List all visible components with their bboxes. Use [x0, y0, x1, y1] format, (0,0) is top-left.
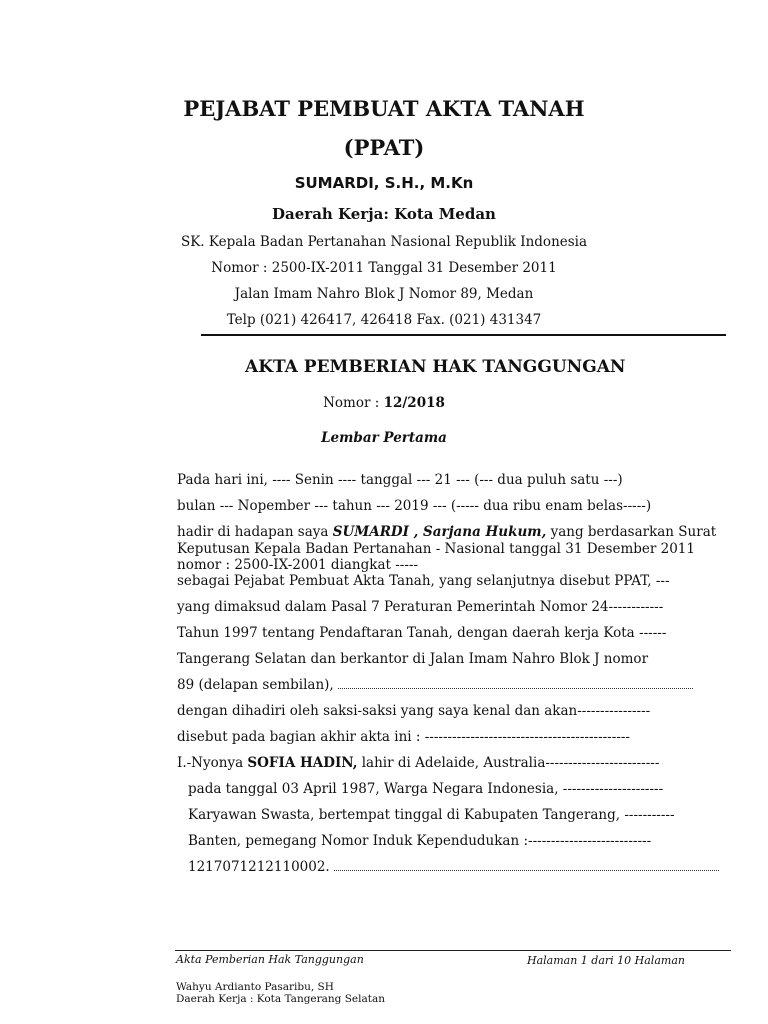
party-birth: lahir di Adelaide, Australia------------------------- [357, 755, 660, 771]
party-line-4: Banten, pemegang Nomor Induk Kependudukan :--------------------------- [188, 833, 652, 849]
body-line-3 [177, 524, 716, 540]
footer-doc-name: Akta Pemberian Hak Tanggungan [176, 953, 364, 966]
work-region: Daerah Kerja: Kota Medan [272, 205, 496, 223]
footer-signer-region: Daerah Kerja : Kota Tangerang Selatan [176, 993, 386, 1005]
party-name: SOFIA HADIN, [247, 755, 358, 771]
body-line-11: dengan dihadiri oleh saksi-saksi yang saya kenal dan akan---------------- [177, 703, 651, 719]
office-abbreviation: (PPAT) [343, 135, 425, 160]
body-line-10 [177, 677, 693, 693]
body-line-12: disebut pada bagian akhir akta ini : --------------------------------------------- [177, 729, 630, 745]
body-line-3-suffix: yang berdasarkan Surat [546, 524, 717, 540]
dotted-filler [334, 869, 719, 871]
body-line-9: Tangerang Selatan dan berkantor di Jalan Imam Nahro Blok J nomor [177, 651, 649, 667]
header-divider [201, 334, 726, 336]
footer-divider [175, 950, 731, 951]
document-number-value: 12/2018 [383, 395, 445, 411]
footer-signer: Wahyu Ardianto Pasaribu, SH [176, 981, 334, 993]
party-line-3: Karyawan Swasta, bertempat tinggal di Kabupaten Tangerang, ----------- [188, 807, 675, 823]
office-phone: Telp (021) 426417, 426418 Fax. (021) 431347 [226, 312, 542, 328]
office-address: Jalan Imam Nahro Blok J Nomor 89, Medan [234, 286, 534, 302]
office-title: PEJABAT PEMBUAT AKTA TANAH [183, 96, 585, 121]
body-line-5: nomor : 2500-IX-2001 diangkat ----- [177, 557, 419, 573]
document-number-label: Nomor : [323, 395, 384, 411]
body-line-1: Pada hari ini, ---- Senin ---- tanggal --- 21 --- (--- dua puluh satu ---) [177, 472, 623, 488]
party-prefix: I.-Nyonya [177, 755, 248, 771]
body-line-8: Tahun 1997 tentang Pendaftaran Tanah, dengan daerah kerja Kota ------ [177, 625, 667, 641]
dotted-filler [338, 687, 693, 689]
official-name: SUMARDI, S.H., M.Kn [294, 174, 474, 192]
body-line-7: yang dimaksud dalam Pasal 7 Peraturan Pemerintah Nomor 24------------ [177, 599, 664, 615]
party-line-1 [177, 755, 659, 771]
party-line-5 [188, 859, 719, 875]
decree-line: SK. Kepala Badan Pertanahan Nasional Republik Indonesia [180, 234, 588, 250]
body-line-3-prefix: hadir di hadapan saya [177, 524, 333, 540]
notary-name: SUMARDI , Sarjana Hukum, [332, 524, 547, 540]
party-line-2: pada tanggal 03 April 1987, Warga Negara Indonesia, ---------------------- [188, 781, 664, 797]
body-line-4: Keputusan Kepala Badan Pertanahan - Nasional tanggal 31 Desember 2011 [177, 541, 695, 557]
party-nik: 1217071212110002. [188, 859, 330, 875]
sheet-label: Lembar Pertama [321, 430, 447, 446]
body-line-10-text: 89 (delapan sembilan), [177, 677, 334, 693]
body-line-2: bulan --- Nopember --- tahun --- 2019 --- (----- dua ribu enam belas-----) [177, 498, 652, 514]
footer-page-count: Halaman 1 dari 10 Halaman [527, 954, 685, 967]
body-line-6: sebagai Pejabat Pembuat Akta Tanah, yang selanjutnya disebut PPAT, --- [177, 573, 670, 589]
document-number [0, 395, 768, 411]
decree-number: Nomor : 2500-IX-2011 Tanggal 31 Desember 2011 [211, 260, 557, 276]
document-title: AKTA PEMBERIAN HAK TANGGUNGAN [245, 357, 626, 377]
